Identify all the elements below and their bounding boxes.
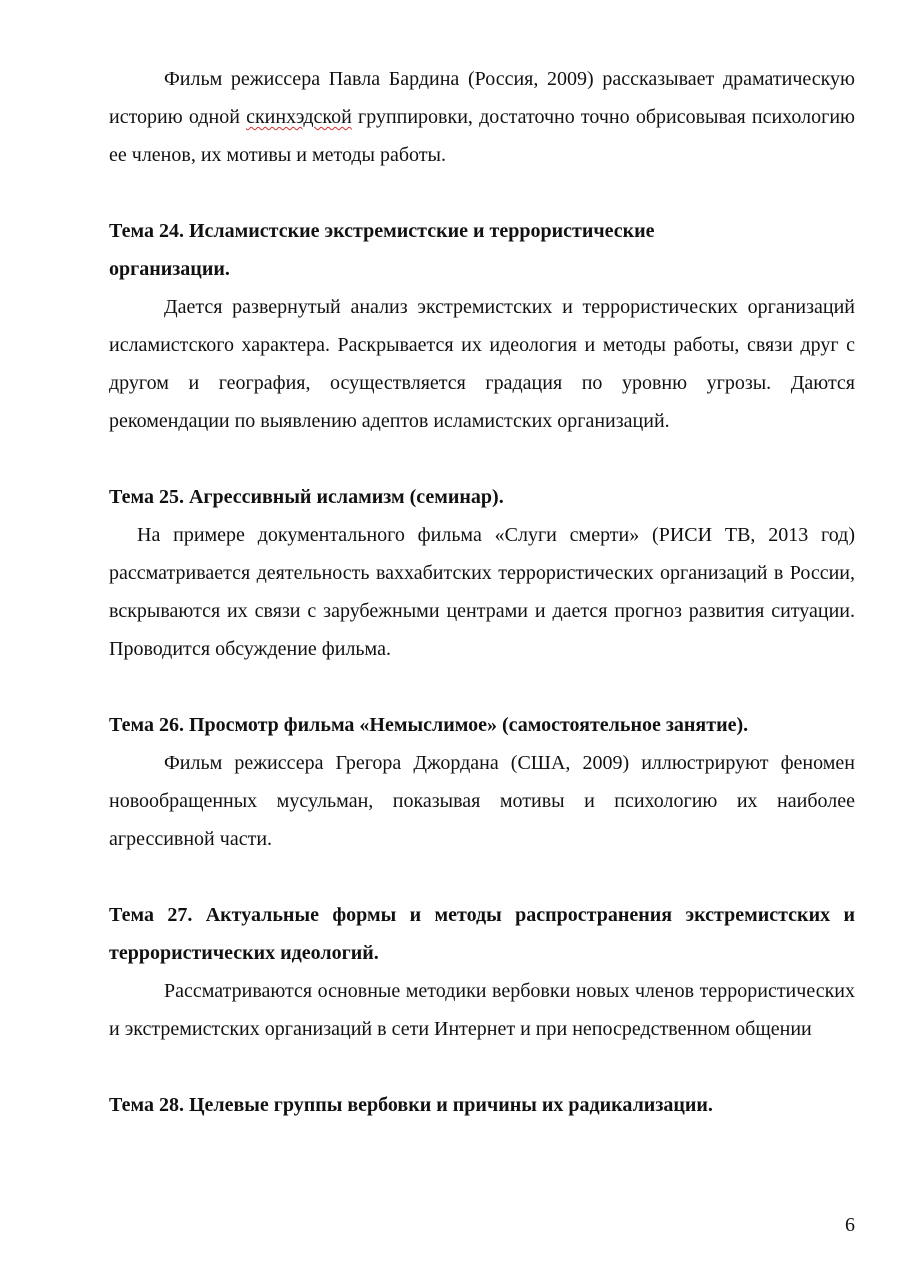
topic-26-heading: Тема 26. Просмотр фильма «Немыслимое» (самостоятельное занятие).: [109, 714, 749, 736]
topic-27-body: Рассматриваются основные методики вербовки новых членов террористических и экстремистских организаций в сети Интернет и при непосредственном общении: [109, 980, 855, 1040]
topic-28-heading: Тема 28. Целевые группы вербовки и причины их радикализации.: [109, 1094, 713, 1116]
intro-paragraph: [109, 60, 855, 174]
topic-24-body: Дается развернутый анализ экстремистских и террористических организаций исламистского характера. Раскрывается их идеология и методы работы, связи друг с другом и география, осуществляется градация по уровню угрозы. Даются рекомендации по выявлению адептов исламистских организаций.: [109, 296, 855, 432]
intro-text-before: Фильм режиссера Павла Бардина (Россия, 2009) рассказывает драматическую историю одной: [109, 68, 855, 128]
topic-25-heading: Тема 25. Агрессивный исламизм (семинар).: [109, 486, 504, 508]
topic-25-body: На примере документального фильма «Слуги смерти» (РИСИ ТВ, 2013 год) рассматривается деятельность ваххабитских террористических организаций в России, вскрываются их связи с зарубежными центрами и дается прогноз развития ситуации. Проводится обсуждение фильма.: [109, 524, 855, 660]
misspelled-word[interactable]: скинхэдской: [246, 106, 352, 128]
intro-text-after: группировки, достаточно точно обрисовывая психологию ее членов, их мотивы и методы работы.: [109, 106, 855, 166]
topic-27-heading: Тема 27. Актуальные формы и методы распространения экстремистских и террористических идеологий.: [109, 904, 855, 964]
page-number: 6: [845, 1214, 855, 1236]
topic-26-body: Фильм режиссера Грегора Джордана (США, 2009) иллюстрируют феномен новообращенных мусульман, показывая мотивы и психологию их наиболее агрессивной части.: [109, 752, 855, 850]
document-body: [109, 60, 855, 1124]
topic-24-heading: Тема 24. Исламистские экстремистские и террористические организации.: [109, 220, 655, 280]
